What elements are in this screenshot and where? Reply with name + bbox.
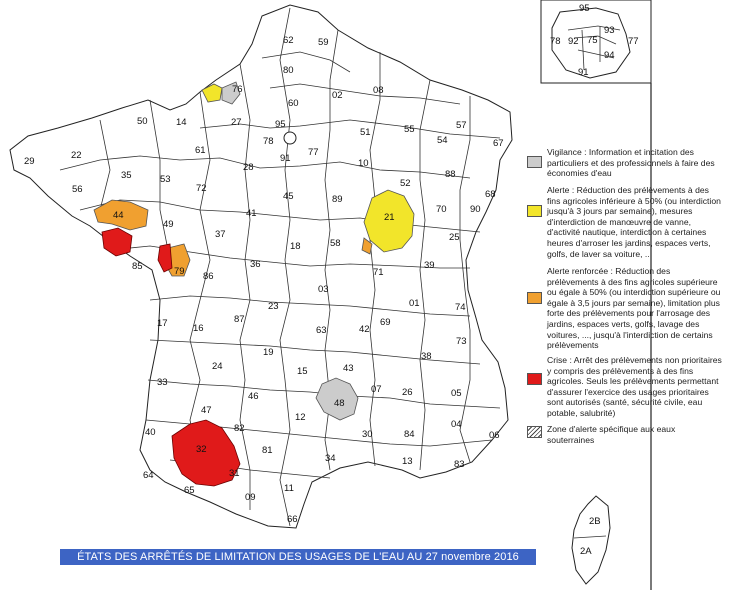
paris-core-marker <box>284 132 296 144</box>
dept-label: 2B <box>589 516 601 527</box>
dept-label: 91 <box>280 153 291 164</box>
dept-label: 46 <box>248 391 259 402</box>
inset-label: 91 <box>578 67 589 78</box>
dept-label: 04 <box>451 419 462 430</box>
dept-label: 66 <box>287 514 298 525</box>
inset-label: 77 <box>628 36 639 47</box>
legend-text: Zone d'alerte spécifique aux eaux souterraines <box>547 424 676 445</box>
dept-label: 52 <box>400 178 411 189</box>
legend-crise <box>528 355 724 417</box>
dept-label: 09 <box>245 492 256 503</box>
dept-label: 36 <box>250 259 261 270</box>
dept-label: 70 <box>436 204 447 215</box>
dept-label: 89 <box>332 194 343 205</box>
dept-label: 50 <box>137 116 148 127</box>
dept-label: 54 <box>437 135 448 146</box>
dept-label: 53 <box>160 174 171 185</box>
dept-label: 49 <box>163 219 174 230</box>
legend-alerte <box>528 185 724 259</box>
dept-label: 61 <box>195 145 206 156</box>
dept-label: 22 <box>71 150 82 161</box>
dept-label: 55 <box>404 124 415 135</box>
dept-label: 62 <box>283 35 294 46</box>
dept-label: 60 <box>288 98 299 109</box>
dept-label: 77 <box>308 147 319 158</box>
dept-label: 26 <box>402 387 413 398</box>
dept-label: 37 <box>215 229 226 240</box>
dept-label: 23 <box>268 301 279 312</box>
legend-text: Crise : Arrêt des prélèvements non prioritaires y compris des prélèvements à des fins agricoles. Seuls les prélèvements permettant d'assurer l'exercice des usages prioritaires sont autorisés (santé, sécurité civile, eau potable, salubrité) <box>547 355 722 418</box>
dept-label: 17 <box>157 318 168 329</box>
dept-label: 07 <box>371 384 382 395</box>
dept-label: 12 <box>295 412 306 423</box>
dept-label: 25 <box>449 232 460 243</box>
dept-label: 13 <box>402 456 413 467</box>
dept-label: 2A <box>580 546 592 557</box>
dept-label: 15 <box>297 366 308 377</box>
dept-label: 35 <box>121 170 132 181</box>
dept-label: 43 <box>343 363 354 374</box>
dept-label: 58 <box>330 238 341 249</box>
dept-label: 68 <box>485 189 496 200</box>
dept-label: 84 <box>404 429 415 440</box>
dept-label: 73 <box>456 336 467 347</box>
dept-label: 39 <box>424 260 435 271</box>
dept-label: 59 <box>318 37 329 48</box>
inset-label: 94 <box>604 50 615 61</box>
dept-label: 65 <box>184 485 195 496</box>
dept-label: 11 <box>284 483 294 494</box>
dept-label: 64 <box>143 470 154 481</box>
dept-label: 02 <box>332 90 343 101</box>
dept-label: 83 <box>454 459 465 470</box>
dept-label: 81 <box>262 445 273 456</box>
dept-label: 88 <box>445 169 456 180</box>
dept-label: 45 <box>283 191 294 202</box>
inset-label: 92 <box>568 36 579 47</box>
mainland-france-outline <box>10 5 512 528</box>
dept-label: 05 <box>451 388 462 399</box>
legend-zone-souterraine <box>528 424 724 446</box>
dept-label: 44 <box>113 210 124 221</box>
legend-alerte-renforcee <box>528 266 724 351</box>
dept-label: 14 <box>176 117 187 128</box>
dept-label: 47 <box>201 405 212 416</box>
zone-souterraine-swatch <box>527 426 542 438</box>
dept-label: 48 <box>334 398 345 409</box>
dept-label: 33 <box>157 377 168 388</box>
dept-label: 40 <box>145 427 156 438</box>
dept-label: 29 <box>24 156 35 167</box>
dept-label: 87 <box>234 314 245 325</box>
dept-label: 31 <box>229 468 240 479</box>
corsica-outline <box>572 496 610 584</box>
dept-label: 19 <box>263 347 274 358</box>
dept-label: 80 <box>283 65 294 76</box>
dept-label: 16 <box>193 323 204 334</box>
dept-label: 57 <box>456 120 467 131</box>
dept-label: 10 <box>358 158 369 169</box>
dept-label: 21 <box>384 212 395 223</box>
inset-label: 95 <box>579 3 590 14</box>
dept-label: 51 <box>360 127 371 138</box>
dept-label: 79 <box>174 266 185 277</box>
dept-label: 56 <box>72 184 83 195</box>
dept-label: 71 <box>373 267 384 278</box>
dept-label: 72 <box>196 183 207 194</box>
dept-label: 27 <box>231 117 242 128</box>
dept-label: 18 <box>290 241 301 252</box>
dept-label: 24 <box>212 361 223 372</box>
alerte-renforcee-swatch <box>527 292 542 304</box>
dept-label: 85 <box>132 261 143 272</box>
dept-label: 34 <box>325 453 336 464</box>
dept-label: 86 <box>203 271 214 282</box>
dept-label: 74 <box>455 302 466 313</box>
dept-label: 06 <box>489 430 500 441</box>
dept-label: 63 <box>316 325 327 336</box>
dept-label: 30 <box>362 429 373 440</box>
dept-label: 69 <box>380 317 391 328</box>
dept-label: 28 <box>243 162 254 173</box>
dept-label: 38 <box>421 351 432 362</box>
legend-text: Alerte : Réduction des prélèvements à des fins agricoles inférieure à 50% (ou interdiction jusqu'à 3 jours par semaine), mesures d'interdiction de manœuvre de vanne, d'activité nautique, interdiction à certaines heures d'arroser les jardins, espaces verts, golfs, de laver sa voiture, ... <box>547 185 721 259</box>
dept-label: 95 <box>275 119 286 130</box>
dept-label: 78 <box>263 136 274 147</box>
legend-text: Alerte renforcée : Réduction des prélèvements à des fins agricoles supérieure ou égale à 50% (ou interdiction supérieure ou égale à 3,5 jours par semaine), limitation plus forte des prélèvements pour l'arrosage des jardins, espaces verts, golfs, lavage des voitures, ..., jusqu'à l'interdiction de certains prélèvements <box>547 266 721 351</box>
inset-label: 78 <box>550 36 561 47</box>
dept-label: 90 <box>470 204 481 215</box>
dept-label: 08 <box>373 85 384 96</box>
dept-label: 67 <box>493 138 504 149</box>
map-title: ÉTATS DES ARRÊTÉS DE LIMITATION DES USAGES DE L'EAU AU 27 novembre 2016 <box>60 549 536 565</box>
vigilance-swatch <box>527 156 542 168</box>
dept-label: 41 <box>246 208 257 219</box>
legend-vigilance <box>528 147 724 183</box>
legend-text: Vigilance : Information et incitation des particuliers et des professionnels à faire des économies d'eau <box>547 147 715 179</box>
dept-label: 32 <box>196 444 207 455</box>
dept-label: 03 <box>318 284 329 295</box>
dept-label: 82 <box>234 423 245 434</box>
inset-label: 93 <box>604 25 615 36</box>
inset-label: 75 <box>587 35 598 46</box>
dept-label: 76 <box>232 84 243 95</box>
dept-label: 42 <box>359 324 370 335</box>
dept-label: 01 <box>409 298 420 309</box>
crise-swatch <box>527 373 542 385</box>
alerte-swatch <box>527 205 542 217</box>
